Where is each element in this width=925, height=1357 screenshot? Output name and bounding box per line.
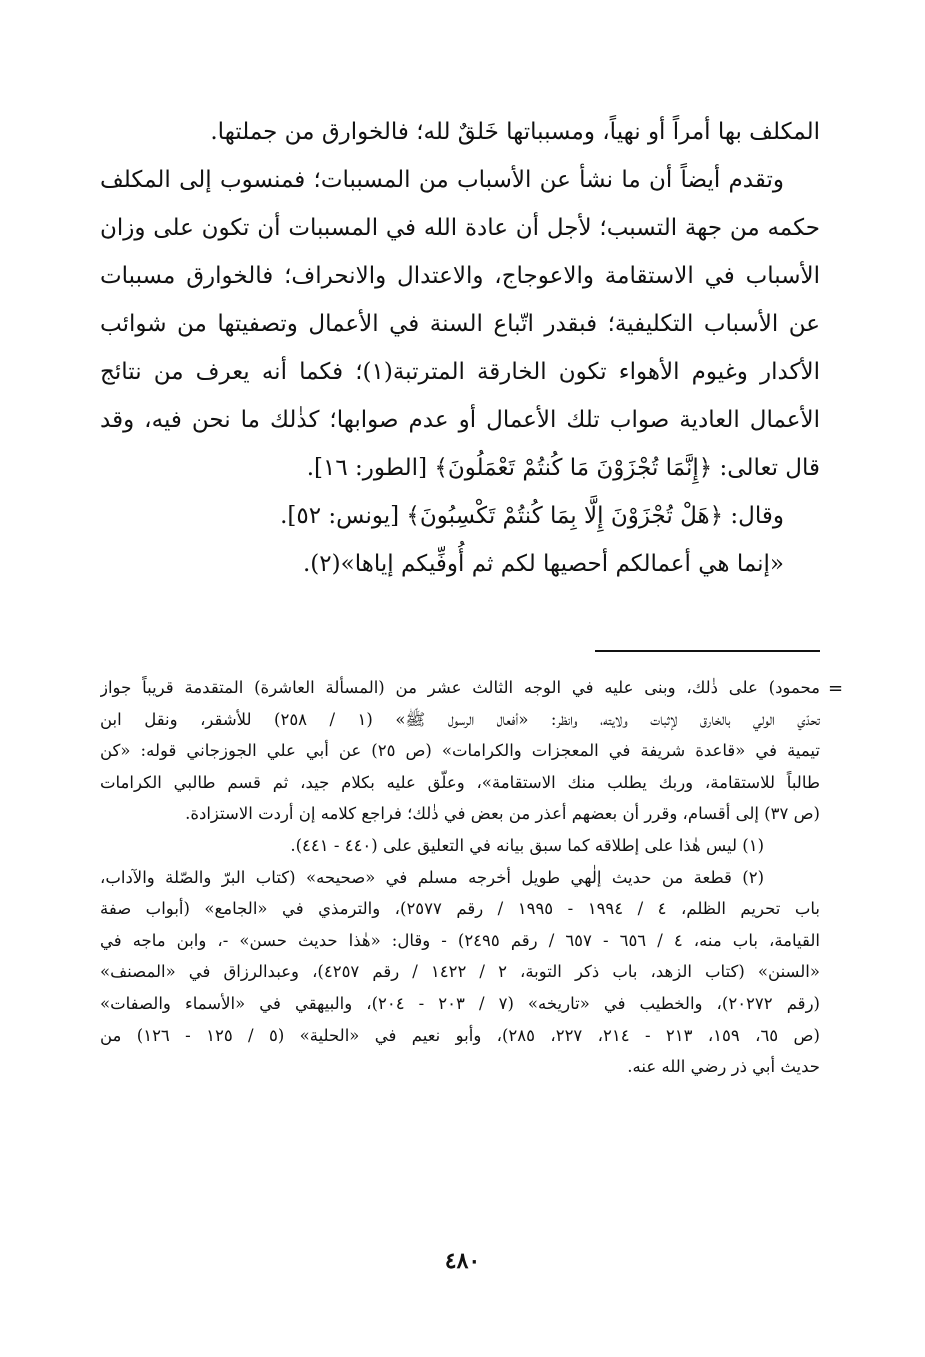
footnote-continuation-mark: = xyxy=(828,678,844,699)
footnote-line-1: محمود) على ذٰلك، وبنى عليه في الوجه الثالث عشر من (المسألة العاشرة) المتقدمة قريباً جواز xyxy=(100,678,820,697)
main-line-4: الأسباب في الاستقامة والاعوجاج، والاعتدال والانحراف؛ فالخوارق مسببات xyxy=(100,263,820,289)
footnote-line-4: طالباً للاستقامة، وربك يطلب منك الاستقامة»، وعلّق عليه بكلام جيد، ثم قسم طالبي الكرامات xyxy=(100,772,820,792)
footnote-2-line-5: (رقم ٢٠٢٧٢)، والخطيب في «تاريخه» (٧ / ٢٠٣ - ٢٠٤)، والبيهقي في «الأسماء والصفات» xyxy=(100,993,820,1013)
footnotes xyxy=(100,672,820,1083)
footnote-2-line-7: حديث أبي ذر رضي الله عنه. xyxy=(627,1057,820,1077)
footnote-divider xyxy=(595,650,820,652)
footnote-1: (١) ليس هٰذا على إطلاقه كما سبق بيانه في التعليق على (٤٤٠ - ٤٤١). xyxy=(290,835,764,855)
main-line-5: عن الأسباب التكليفية؛ فبقدر اتّباع السنة في الأعمال وتصفيتها من شوائب xyxy=(100,311,820,337)
footnote-line-2: تحدّي الولي بالخارق لإثبات ولايته، وانظر: «أفعال الرسول ﷺ» (١ / ٢٥٨) للأشقر، ونقل ابن xyxy=(100,709,820,729)
footnote-2-line-6: (ص ٦٥، ١٥٩، ٢١٣ - ٢١٤، ٢٢٧، ٢٨٥)، وأبو نعيم في «الحلية» (٥ / ١٢٥ - ١٢٦) من xyxy=(100,1025,820,1045)
main-line-8: قال تعالى: ﴿إِنَّمَا تُجْزَوْنَ مَا كُنتُمْ تَعْمَلُونَ﴾ [الطور: ١٦]. xyxy=(306,455,820,481)
footnote-2-line-4: «السنن» (كتاب الزهد، باب ذكر التوبة، ٢ / ١٤٢٢ / رقم ٤٢٥٧)، وعبدالرزاق في «المصنف» xyxy=(100,962,820,982)
footnote-line-5: (ص ٣٧) إلى أقسام، وقرر أن بعضهم أعذر من بعض في ذٰلك؛ فراجع كلامه إن أردت الاستزادة. xyxy=(185,804,820,824)
main-line-6: الأكدار وغيوم الأهواء تكون الخارقة المترتبة(١)؛ فكما أنه يعرف من نتائج xyxy=(100,359,820,385)
hadith-quote-line: «إنما هي أعمالكم أحصيها لكم ثم أُوفِّيكم إياها»(٢). xyxy=(303,551,784,577)
footnote-2-line-2: باب تحريم الظلم، ٤ / ١٩٩٤ - ١٩٩٥ / رقم ٢٥٧٧)، والترمذي في «الجامع» (أبواب صفة xyxy=(100,899,820,919)
footnote-2-line-1: (٢) قطعة من حديث إلٰهي طويل أخرجه مسلم في «صحيحه» (كتاب البرّ والصّلة والآداب، xyxy=(100,867,764,887)
main-text xyxy=(100,108,820,588)
page-number: ٤٨٠ xyxy=(444,1248,481,1274)
footnote-2-line-3: القيامة، باب منه، ٤ / ٦٥٦ - ٦٥٧ / رقم ٢٤٩٥) - وقال: «هٰذا حديث حسن» -، وابن ماجه في xyxy=(100,930,820,950)
quran-verse-line: وقال: ﴿هَلْ تُجْزَوْنَ إِلَّا بِمَا كُنتُمْ تَكْسِبُونَ﴾ [يونس: ٥٢]. xyxy=(280,503,784,529)
footnote-line-3: تيمية في «قاعدة شريفة في المعجزات والكرامات» (ص ٢٥) عن أبي علي الجوزجاني قوله: «كن xyxy=(100,741,820,761)
main-line-7: الأعمال العادية صواب تلك الأعمال أو عدم صوابها؛ كذٰلك ما نحن فيه، وقد xyxy=(100,407,820,433)
main-line-1: المكلف بها أمراً أو نهياً، ومسبباتها خَلقٌ لله؛ فالخوارق من جملتها. xyxy=(210,119,820,145)
main-line-3: حكمه من جهة التسبب؛ لأجل أن عادة الله في المسببات أن تكون على وزان xyxy=(100,215,820,241)
main-line-2: وتقدم أيضاً أن ما نشأ عن الأسباب من المسببات؛ فمنسوب إلى المكلف xyxy=(100,167,784,193)
